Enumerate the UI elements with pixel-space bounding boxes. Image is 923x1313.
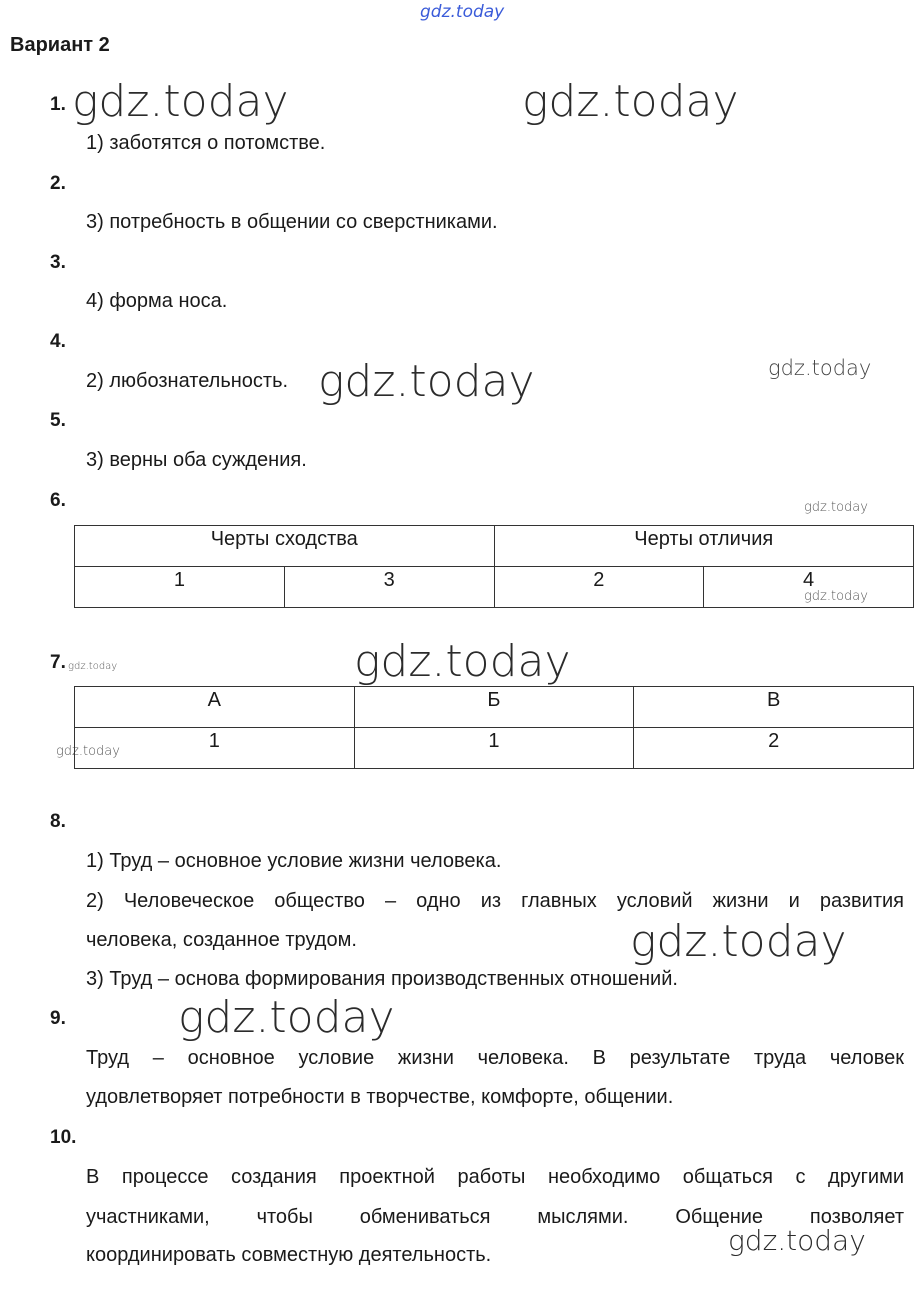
table-header-a: А: [75, 687, 355, 728]
question-7-table: [74, 686, 914, 769]
table-header-b: Б: [354, 687, 634, 728]
table-cell: 1: [354, 728, 634, 769]
table-cell: 2: [634, 728, 914, 769]
watermark-7: gdz.today: [354, 636, 571, 687]
question-10-line-1: В процессе создания проектной работы необходимо общаться с другими: [86, 1166, 904, 1188]
question-10-line-2: участниками, чтобы обмениваться мыслями. Общение позволяет: [86, 1206, 904, 1228]
watermark-11: gdz.today: [178, 992, 395, 1043]
watermark-3: gdz.today: [318, 356, 535, 407]
table-cell: 2: [494, 567, 704, 608]
question-10-line-3: координировать совместную деятельность.: [86, 1244, 492, 1266]
watermark-6: gdz.today: [804, 589, 868, 604]
question-8-line-2a: 2) Человеческое общество – одно из главных условий жизни и развития: [86, 890, 904, 912]
watermark-5: gdz.today: [804, 500, 868, 515]
watermark-12: gdz.today: [728, 1224, 866, 1257]
table-header-v: В: [634, 687, 914, 728]
question-2-answer: 3) потребность в общении со сверстниками.: [86, 211, 498, 233]
question-9-line-2: удовлетворяет потребности в творчестве, комфорте, общении.: [86, 1086, 674, 1108]
watermark-2: gdz.today: [522, 76, 739, 127]
question-1-number: 1.: [50, 94, 66, 115]
question-4-answer: 2) любознательность.: [86, 370, 289, 392]
question-6-number: 6.: [50, 490, 66, 511]
question-10-number: 10.: [50, 1127, 77, 1148]
question-2-number: 2.: [50, 173, 66, 194]
watermark-9: gdz.today: [56, 744, 120, 759]
watermark-1: gdz.today: [72, 76, 289, 127]
watermark-8: gdz.today: [68, 661, 118, 672]
question-8-number: 8.: [50, 811, 66, 832]
table-cell: 3: [284, 567, 494, 608]
question-9-line-1: Труд – основное условие жизни человека. В результате труда человек: [86, 1047, 904, 1069]
question-3-number: 3.: [50, 252, 66, 273]
watermark-top: gdz.today: [420, 2, 505, 22]
question-4-number: 4.: [50, 331, 66, 352]
question-3-answer: 4) форма носа.: [86, 290, 228, 312]
watermark-4: gdz.today: [768, 356, 872, 380]
question-8-line-2b: человека, созданное трудом.: [86, 929, 357, 951]
question-6-table: [74, 525, 914, 608]
table-header-differences: Черты отличия: [494, 526, 914, 567]
question-9-number: 9.: [50, 1008, 66, 1029]
table-cell: 4: [704, 567, 914, 608]
table-header-similarities: Черты сходства: [75, 526, 495, 567]
question-5-number: 5.: [50, 410, 66, 431]
question-8-line-3: 3) Труд – основа формирования производственных отношений.: [86, 968, 678, 990]
question-7-number: 7.: [50, 652, 66, 673]
table-cell: 1: [75, 567, 285, 608]
question-5-answer: 3) верны оба суждения.: [86, 449, 307, 471]
question-8-line-1: 1) Труд – основное условие жизни человека.: [86, 850, 502, 872]
watermark-10: gdz.today: [630, 916, 847, 967]
table-cell: 1: [75, 728, 355, 769]
variant-title: Вариант 2: [10, 34, 110, 56]
question-1-answer: 1) заботятся о потомстве.: [86, 132, 326, 154]
